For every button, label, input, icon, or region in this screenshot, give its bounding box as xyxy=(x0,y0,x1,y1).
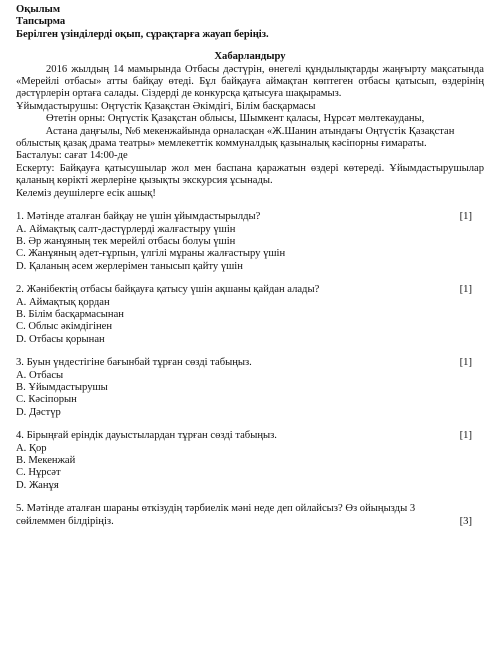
question-mark: [1] xyxy=(459,430,472,442)
question-text: 2. Жәнібектің отбасы байқауға қатысу үшін ақшаны қайдан алады? xyxy=(16,284,320,296)
announcement-note: Ескерту: Байқауға қатысушылар жол мен баспана қаражатын өздері көтереді. Ұйымдастырушылар қаланың көрікті жерлеріне қызықты экскурсия ұсынады. xyxy=(16,162,484,187)
announcement-organizers: Ұйымдастырушы: Оңтүстік Қазақстан Әкімдігі, Білім басқармасы xyxy=(16,100,316,112)
answer-option: А. Аймақтық салт-дәстүрлерді жалғастыру үшін xyxy=(16,223,236,235)
answer-option: В. Әр жанұяның тек мерейлі отбасы болуы үшін xyxy=(16,235,236,247)
announcement-venue-line1: Өтетін орны: Оңтүстік Қазақстан облысы, Шымкент қаласы, Нұрсәт мөлтекауданы, xyxy=(46,113,425,125)
question-block xyxy=(16,211,484,273)
question-block xyxy=(16,284,484,346)
answer-option: С. Нұрсәт xyxy=(16,467,61,479)
answer-option: А. Отбасы xyxy=(16,369,64,381)
answer-option: D. Дәстүр xyxy=(16,406,61,418)
question-text: 4. Бірыңғай еріндік дауыстылардан тұрған сөзді табыңыз. xyxy=(16,430,277,442)
task-instruction: Берілген үзінділерді оқып, сұрақтарға жауап беріңіз. xyxy=(16,28,269,40)
question-mark: [3] xyxy=(459,515,472,527)
question-block xyxy=(16,503,484,528)
answer-option: А. Қор xyxy=(16,442,47,454)
question-mark: [1] xyxy=(459,211,472,223)
announcement-title: Хабарландыру xyxy=(214,51,286,63)
answer-option: А. Аймақтық қордан xyxy=(16,296,110,308)
answer-option: В. Мекенжай xyxy=(16,455,76,466)
announcement-invite: Келеміз деушілерге есік ашық! xyxy=(16,187,156,199)
answer-option: С. Облыс әкімдігінен xyxy=(16,321,113,333)
question-mark: [1] xyxy=(459,357,472,369)
answer-option: D. Отбасы қорынан xyxy=(16,333,105,345)
announcement-start-time: Басталуы: сағат 14:00-де xyxy=(16,150,128,162)
question-mark: [1] xyxy=(459,284,472,296)
answer-option: С. Жанұяның әдет-ғұрпын, үлгілі мұраны жалғастыру үшін xyxy=(16,248,286,260)
section-heading: Оқылым xyxy=(16,4,61,15)
question-block xyxy=(16,430,484,492)
question-text: 1. Мәтінде аталған байқау не үшін ұйымдастырылды? xyxy=(16,211,261,223)
answer-option: В. Ұйымдастырушы xyxy=(16,381,108,393)
answer-option: В. Білім басқармасынан xyxy=(16,308,124,320)
question-block xyxy=(16,357,484,419)
question-text: 3. Буын үндестігіне бағынбай тұрған сөзді табыңыз. xyxy=(16,357,252,369)
answer-option: С. Кәсіпорын xyxy=(16,394,77,406)
question-text: 5. Мәтінде аталған шараны өткізудің тәрбиелік мәні неде деп ойлайсыз? Өз ойыңызды 3 сөйлеммен білдіріңіз. xyxy=(16,503,416,527)
answer-option: D. Қаланың әсем жерлерімен танысып қайту үшін xyxy=(16,260,243,272)
announcement-venue-line3: облыстық қазақ драма театры» мемлекеттік коммуналдық қазыналық кәсіпорны ғимараты. xyxy=(16,138,427,150)
task-heading: Тапсырма xyxy=(16,16,66,28)
announcement-venue-line2: Астана даңғылы, №6 мекенжайында орналасқан «Ж.Шанин атындағы Оңтүстік Қазақстан xyxy=(45,125,455,137)
announcement-paragraph: 2016 жылдың 14 мамырында Отбасы дәстүрін, өнегелі құндылықтарды жаңғырту мақсатында «Мерейлі отбасы» атты байқау өтеді. Бұл байқауға аймақтан көптеген отбасы қатысып, өздерінің дәстүрлерін ортаға салады. Сіздерді де конкурсқа қатысуға шақырамыз. xyxy=(16,63,484,100)
answer-option: D. Жанұя xyxy=(16,479,59,491)
